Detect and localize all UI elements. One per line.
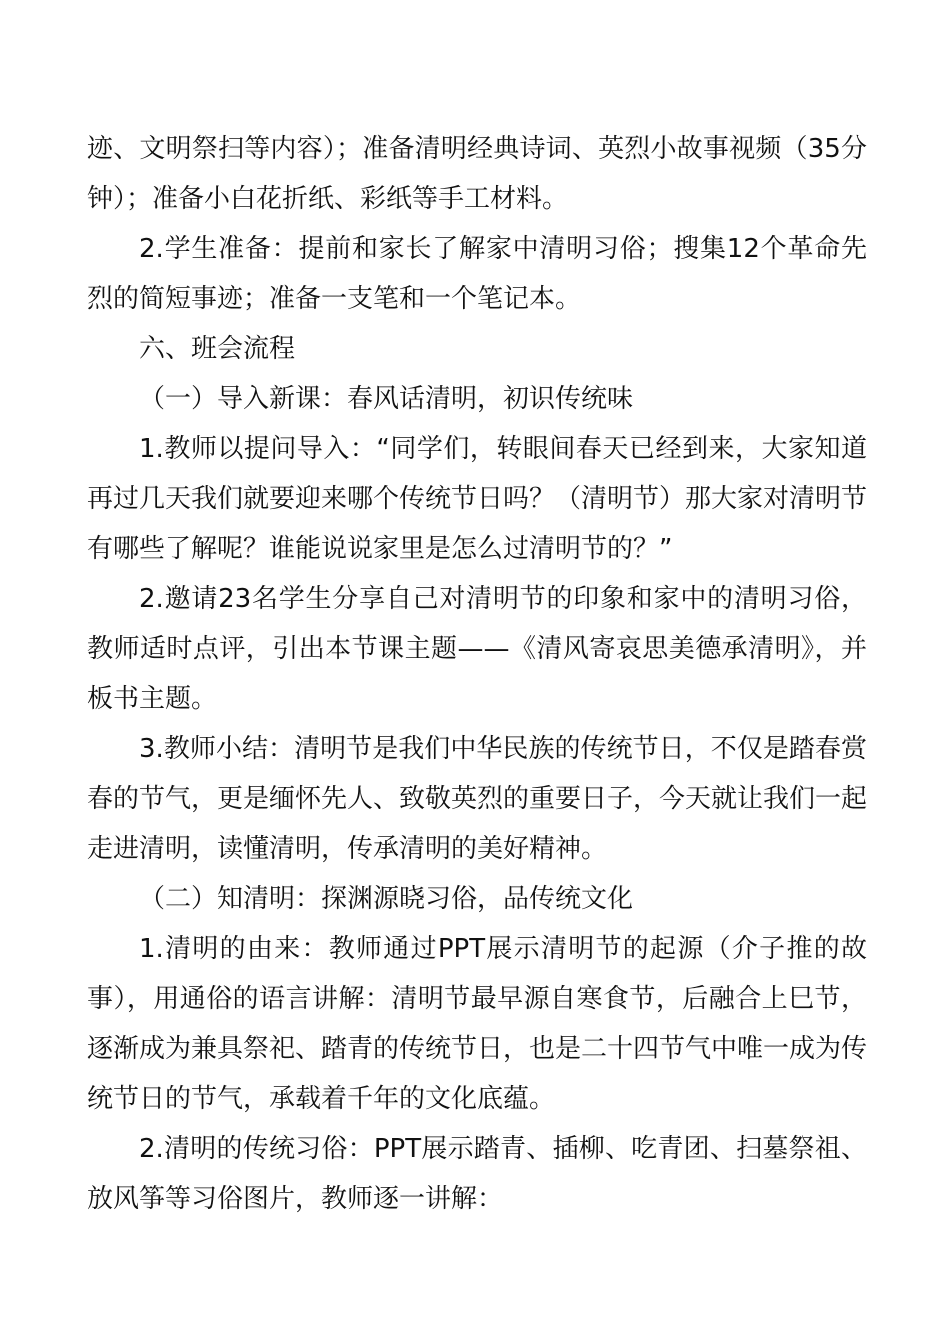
paragraph-customs: 2.清明的传统习俗：PPT展示踏青、插柳、吃青团、扫墓祭祖、放风筝等习俗图片，教师逐一讲解：	[87, 1134, 867, 1214]
section-heading-class-procedure: 六、班会流程	[139, 334, 296, 364]
paragraph-origin: 1.清明的由来：教师通过PPT展示清明节的起源（介子推的故事），用通俗的语言讲解：清明节最早源自寒食节，后融合上巳节，逐渐成为兼具祭祀、踏青的传统节日，也是二十四节气中唯一成为传统节日的节气，承载着千年的文化底蕴。	[87, 934, 868, 1114]
paragraph-student-sharing: 2.邀请23名学生分享自己对清明节的印象和家中的清明习俗，教师适时点评，引出本节课主题——《清风寄哀思美德承清明》，并板书主题。	[87, 584, 867, 714]
paragraph-teacher-summary: 3.教师小结：清明节是我们中华民族的传统节日，不仅是踏春赏春的节气，更是缅怀先人、致敬英烈的重要日子，今天就让我们一起走进清明，读懂清明，传承清明的美好精神。	[87, 734, 868, 864]
document-page	[87, 124, 867, 1224]
paragraph-preparation-continued: 迹、文明祭扫等内容）；准备清明经典诗词、英烈小故事视频（35分钟）；准备小白花折纸、彩纸等手工材料。	[87, 134, 867, 214]
subsection-heading-know-qingming: （二）知清明：探渊源晓习俗，品传统文化	[139, 884, 634, 914]
paragraph-teacher-question: 1.教师以提问导入：“同学们，转眼间春天已经到来，大家知道再过几天我们就要迎来哪个传统节日吗？（清明节）那大家对清明节有哪些了解呢？谁能说说家里是怎么过清明节的？”	[87, 434, 868, 564]
subsection-heading-introduction: （一）导入新课：春风话清明，初识传统味	[139, 384, 634, 414]
paragraph-student-preparation: 2.学生准备：提前和家长了解家中清明习俗；搜集12个革命先烈的简短事迹；准备一支笔和一个笔记本。	[87, 234, 867, 314]
